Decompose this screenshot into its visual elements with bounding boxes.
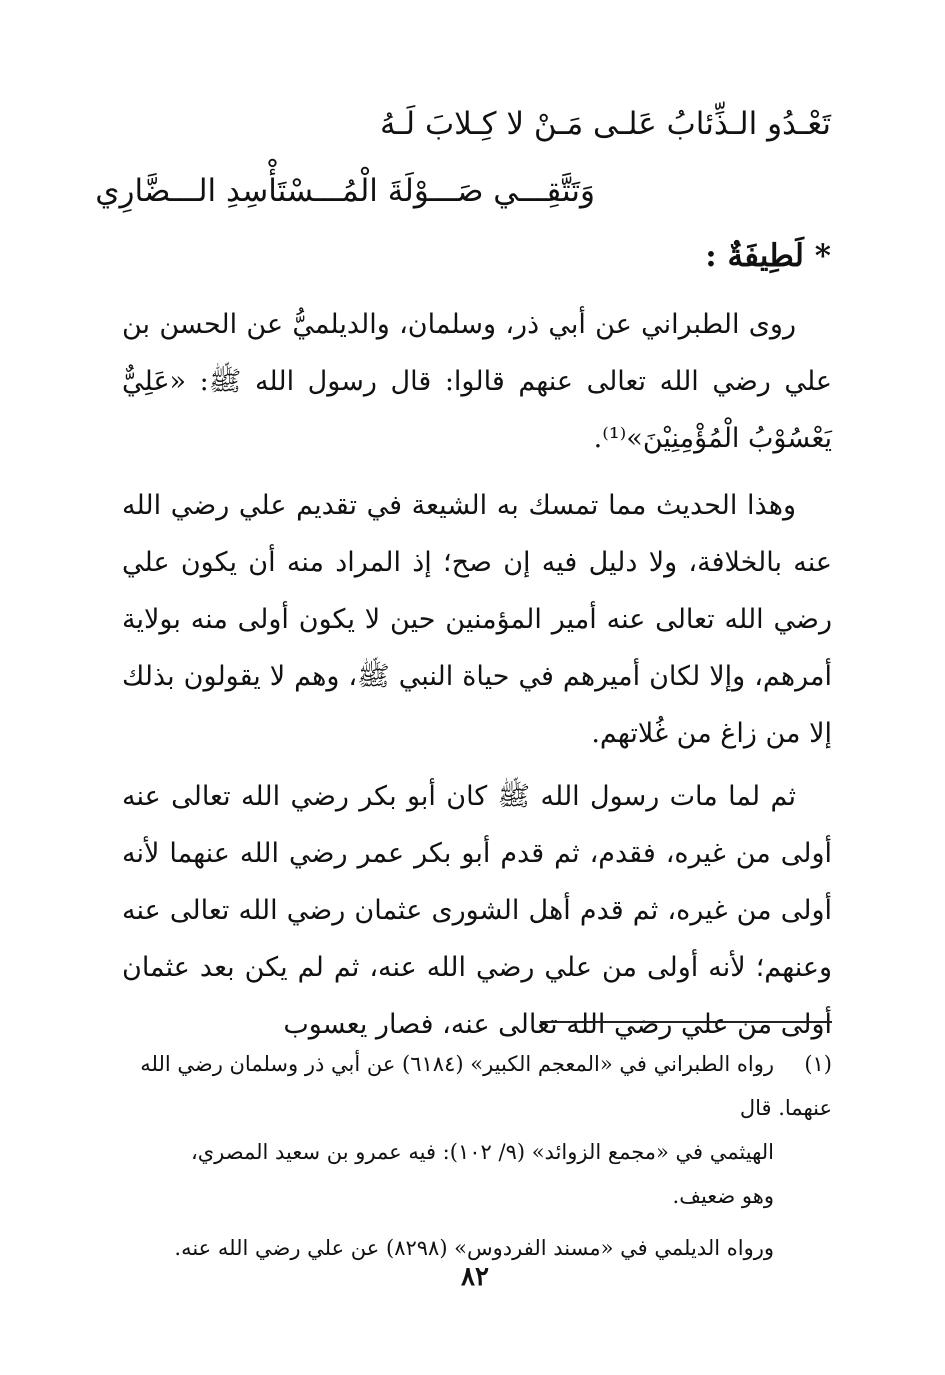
paragraph-3-text: ثم لما مات رسول الله ﷺ كان أبو بكر رضي الله تعالى عنه أولى من غيره، فقدم، ثم قدم أبو بكر عمر رضي الله عنهما لأنه أولى من غيره، ثم قدم أهل الشورى عثمان رضي الله تعالى عنه وعنهم؛ لأنه أولى من علي رضي الله عنه، ثم لم يكن بعد عثمان أولى من علي رضي الله تعالى عنه، فصار يعسوب (122, 781, 832, 1040)
footnote-line-4: ورواه الديلمي في «مسند الفردوس» (٨٢٩٨) عن علي رضي الله عنه. (174, 1236, 774, 1260)
poem-line-1: تَعْـدُو الـذِّئابُ عَلـى مَـنْ لا كِـلابَ لَـهُ (379, 106, 831, 142)
footnote-text-1: رواه الطبراني في «المعجم الكبير» (٦١٨٤) عن أبي ذر وسلمان رضي الله عنهما. قال (140, 1052, 832, 1120)
footnote (122, 1042, 832, 1270)
paragraph-2-text: وهذا الحديث مما تمسك به الشيعة في تقديم علي رضي الله عنه بالخلافة، ولا دليل فيه إن صح؛ إذ المراد منه أن يكون علي رضي الله تعالى عنه أمير المؤمنين حين لا يكون أولى منه بولاية أمرهم، وإلا لكان أميرهم في حياة النبي ﷺ، وهم لا يقولون بذلك إلا من زاغ من غُلاتهم. (122, 490, 832, 749)
paragraph-1 (122, 296, 832, 468)
footnote-line-2: الهيثمي في «مجمع الزوائد» (٩/ ١٠٢): فيه عمرو بن سعيد المصري، (190, 1140, 774, 1164)
footnote-separator (540, 1021, 832, 1023)
footnote-line-3: وهو ضعيف. (672, 1184, 774, 1208)
page-number: ٨٢ (461, 1262, 489, 1292)
paragraph-1-text: روى الطبراني عن أبي ذر، وسلمان، والديلميُّ عن الحسن بن علي رضي الله تعالى عنهم قالوا: قال رسول الله ﷺ: «عَلِيٌّ يَعْسُوْبُ الْمُؤْمِنِيْنَ»⁽¹⁾. (122, 309, 832, 454)
footnote-line-1 (122, 1042, 832, 1130)
footnote-number: (١) (804, 1052, 832, 1076)
paragraph-3 (122, 768, 832, 1040)
paragraph-2 (122, 477, 832, 763)
poem-line-2: وَتَتَّقِـــي صَـــوْلَةَ الْمُـــسْتَأْسِدِ الـــضَّارِي (95, 173, 595, 209)
section-heading: * لَطِيفَةٌ : (705, 238, 831, 274)
